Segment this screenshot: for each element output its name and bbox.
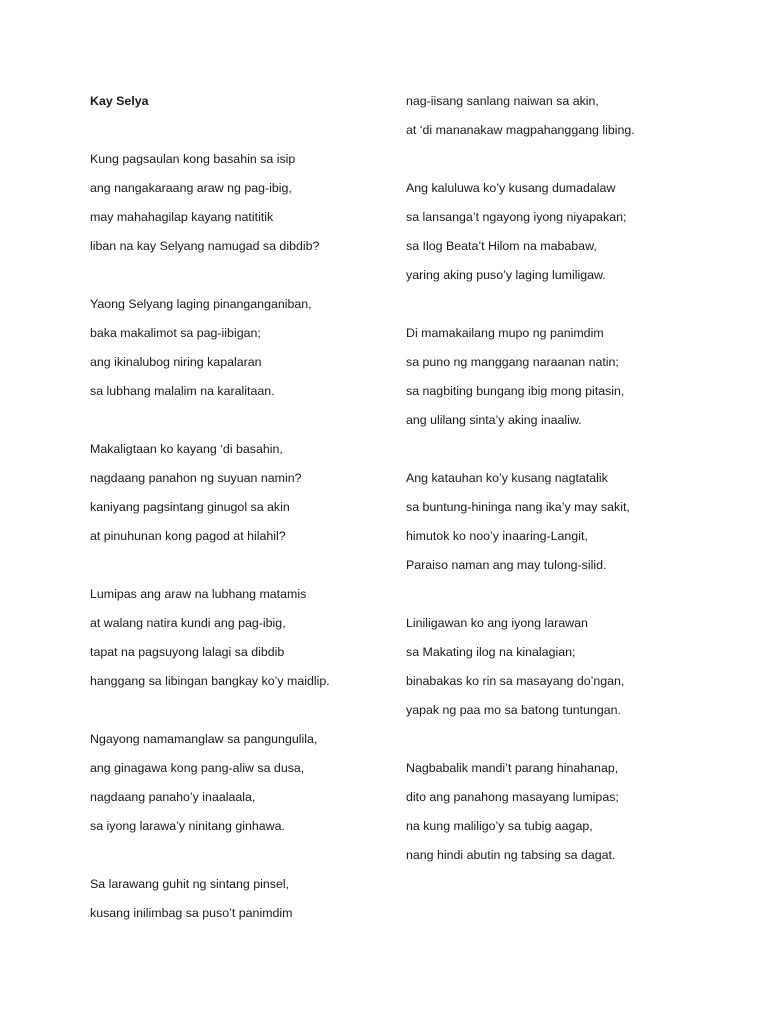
poem-line: sa buntung-hininga nang ika’y may sakit,	[406, 500, 630, 514]
poem-line: kaniyang pagsintang ginugol sa akin	[90, 500, 290, 514]
poem-line: Ang kaluluwa ko’y kusang dumadalaw	[406, 181, 616, 195]
poem-line: yapak ng paa mo sa batong tuntungan.	[406, 703, 621, 717]
poem-line: baka makalimot sa pag-iibigan;	[90, 326, 261, 340]
poem-line: sa nagbiting bungang ibig mong pitasin,	[406, 384, 625, 398]
poem-line: sa puno ng manggang naraanan natin;	[406, 355, 619, 369]
poem-title: Kay Selya	[90, 94, 149, 108]
poem-line: Yaong Selyang laging pinanganganiban,	[90, 297, 312, 311]
stanza-break	[90, 116, 390, 145]
poem-line: Liniligawan ko ang iyong larawan	[406, 616, 588, 630]
poem-line: Makaligtaan ko kayang ‘di basahin,	[90, 442, 283, 456]
poem-line: nagdaang panaho’y inaalaala,	[90, 790, 256, 804]
stanza-break	[90, 406, 390, 435]
stanza-break	[90, 696, 390, 725]
poem-line: nag-iisang sanlang naiwan sa akin,	[406, 94, 599, 108]
stanza-break	[406, 145, 706, 174]
poem-line: yaring aking puso’y laging lumiligaw.	[406, 268, 606, 282]
poem-line: sa iyong larawa’y ninitang ginhawa.	[90, 819, 285, 833]
poem-line: nagdaang panahon ng suyuan namin?	[90, 471, 302, 485]
poem-right-column	[406, 87, 706, 870]
poem-line: dito ang panahong masayang lumipas;	[406, 790, 619, 804]
poem-line: ang ginagawa kong pang-aliw sa dusa,	[90, 761, 305, 775]
poem-line: na kung maliligo’y sa tubig aagap,	[406, 819, 593, 833]
stanza-break	[406, 435, 706, 464]
stanza-break	[406, 290, 706, 319]
stanza-break	[406, 580, 706, 609]
stanza-break	[90, 551, 390, 580]
poem-line: tapat na pagsuyong lalagi sa dibdib	[90, 645, 285, 659]
poem-line: ang ikinalubog niring kapalaran	[90, 355, 262, 369]
poem-line: Nagbabalik mandi’t parang hinahanap,	[406, 761, 619, 775]
poem-line: may mahahagilap kayang natititik	[90, 210, 274, 224]
poem-line: Ngayong namamanglaw sa pangungulila,	[90, 732, 318, 746]
poem-line: ang ulilang sinta’y aking inaaliw.	[406, 413, 582, 427]
poem-line: himutok ko noo’y inaaring-Langit,	[406, 529, 588, 543]
stanza-break	[90, 261, 390, 290]
poem-line: at pinuhunan kong pagod at hilahil?	[90, 529, 286, 543]
poem-line: hanggang sa libingan bangkay ko’y maidlip.	[90, 674, 330, 688]
stanza-break	[406, 725, 706, 754]
poem-left-column	[90, 87, 390, 928]
poem-line: binabakas ko rin sa masayang do’ngan,	[406, 674, 625, 688]
poem-line: nang hindi abutin ng tabsing sa dagat.	[406, 848, 616, 862]
poem-line: at walang natira kundi ang pag-ibig,	[90, 616, 286, 630]
poem-line: Di mamakailang mupo ng panimdim	[406, 326, 604, 340]
poem-line: Kung pagsaulan kong basahin sa isip	[90, 152, 296, 166]
poem-line: sa Ilog Beata’t Hilom na mababaw,	[406, 239, 597, 253]
poem-line: Paraiso naman ang may tulong-silid.	[406, 558, 607, 572]
poem-line: Sa larawang guhit ng sintang pinsel,	[90, 877, 290, 891]
poem-line: sa lubhang malalim na karalitaan.	[90, 384, 275, 398]
poem-line: ang nangakaraang araw ng pag-ibig,	[90, 181, 292, 195]
poem-line: Lumipas ang araw na lubhang matamis	[90, 587, 307, 601]
poem-line: at ‘di mananakaw magpahanggang libing.	[406, 123, 635, 137]
poem-line: sa Makating ilog na kinalagian;	[406, 645, 576, 659]
poem-line: liban na kay Selyang namugad sa dibdib?	[90, 239, 320, 253]
poem-line: kusang inilimbag sa puso’t panimdim	[90, 906, 293, 920]
poem-line: Ang katauhan ko’y kusang nagtatalik	[406, 471, 608, 485]
poem-line: sa lansanga’t ngayong iyong niyapakan;	[406, 210, 627, 224]
stanza-break	[90, 841, 390, 870]
